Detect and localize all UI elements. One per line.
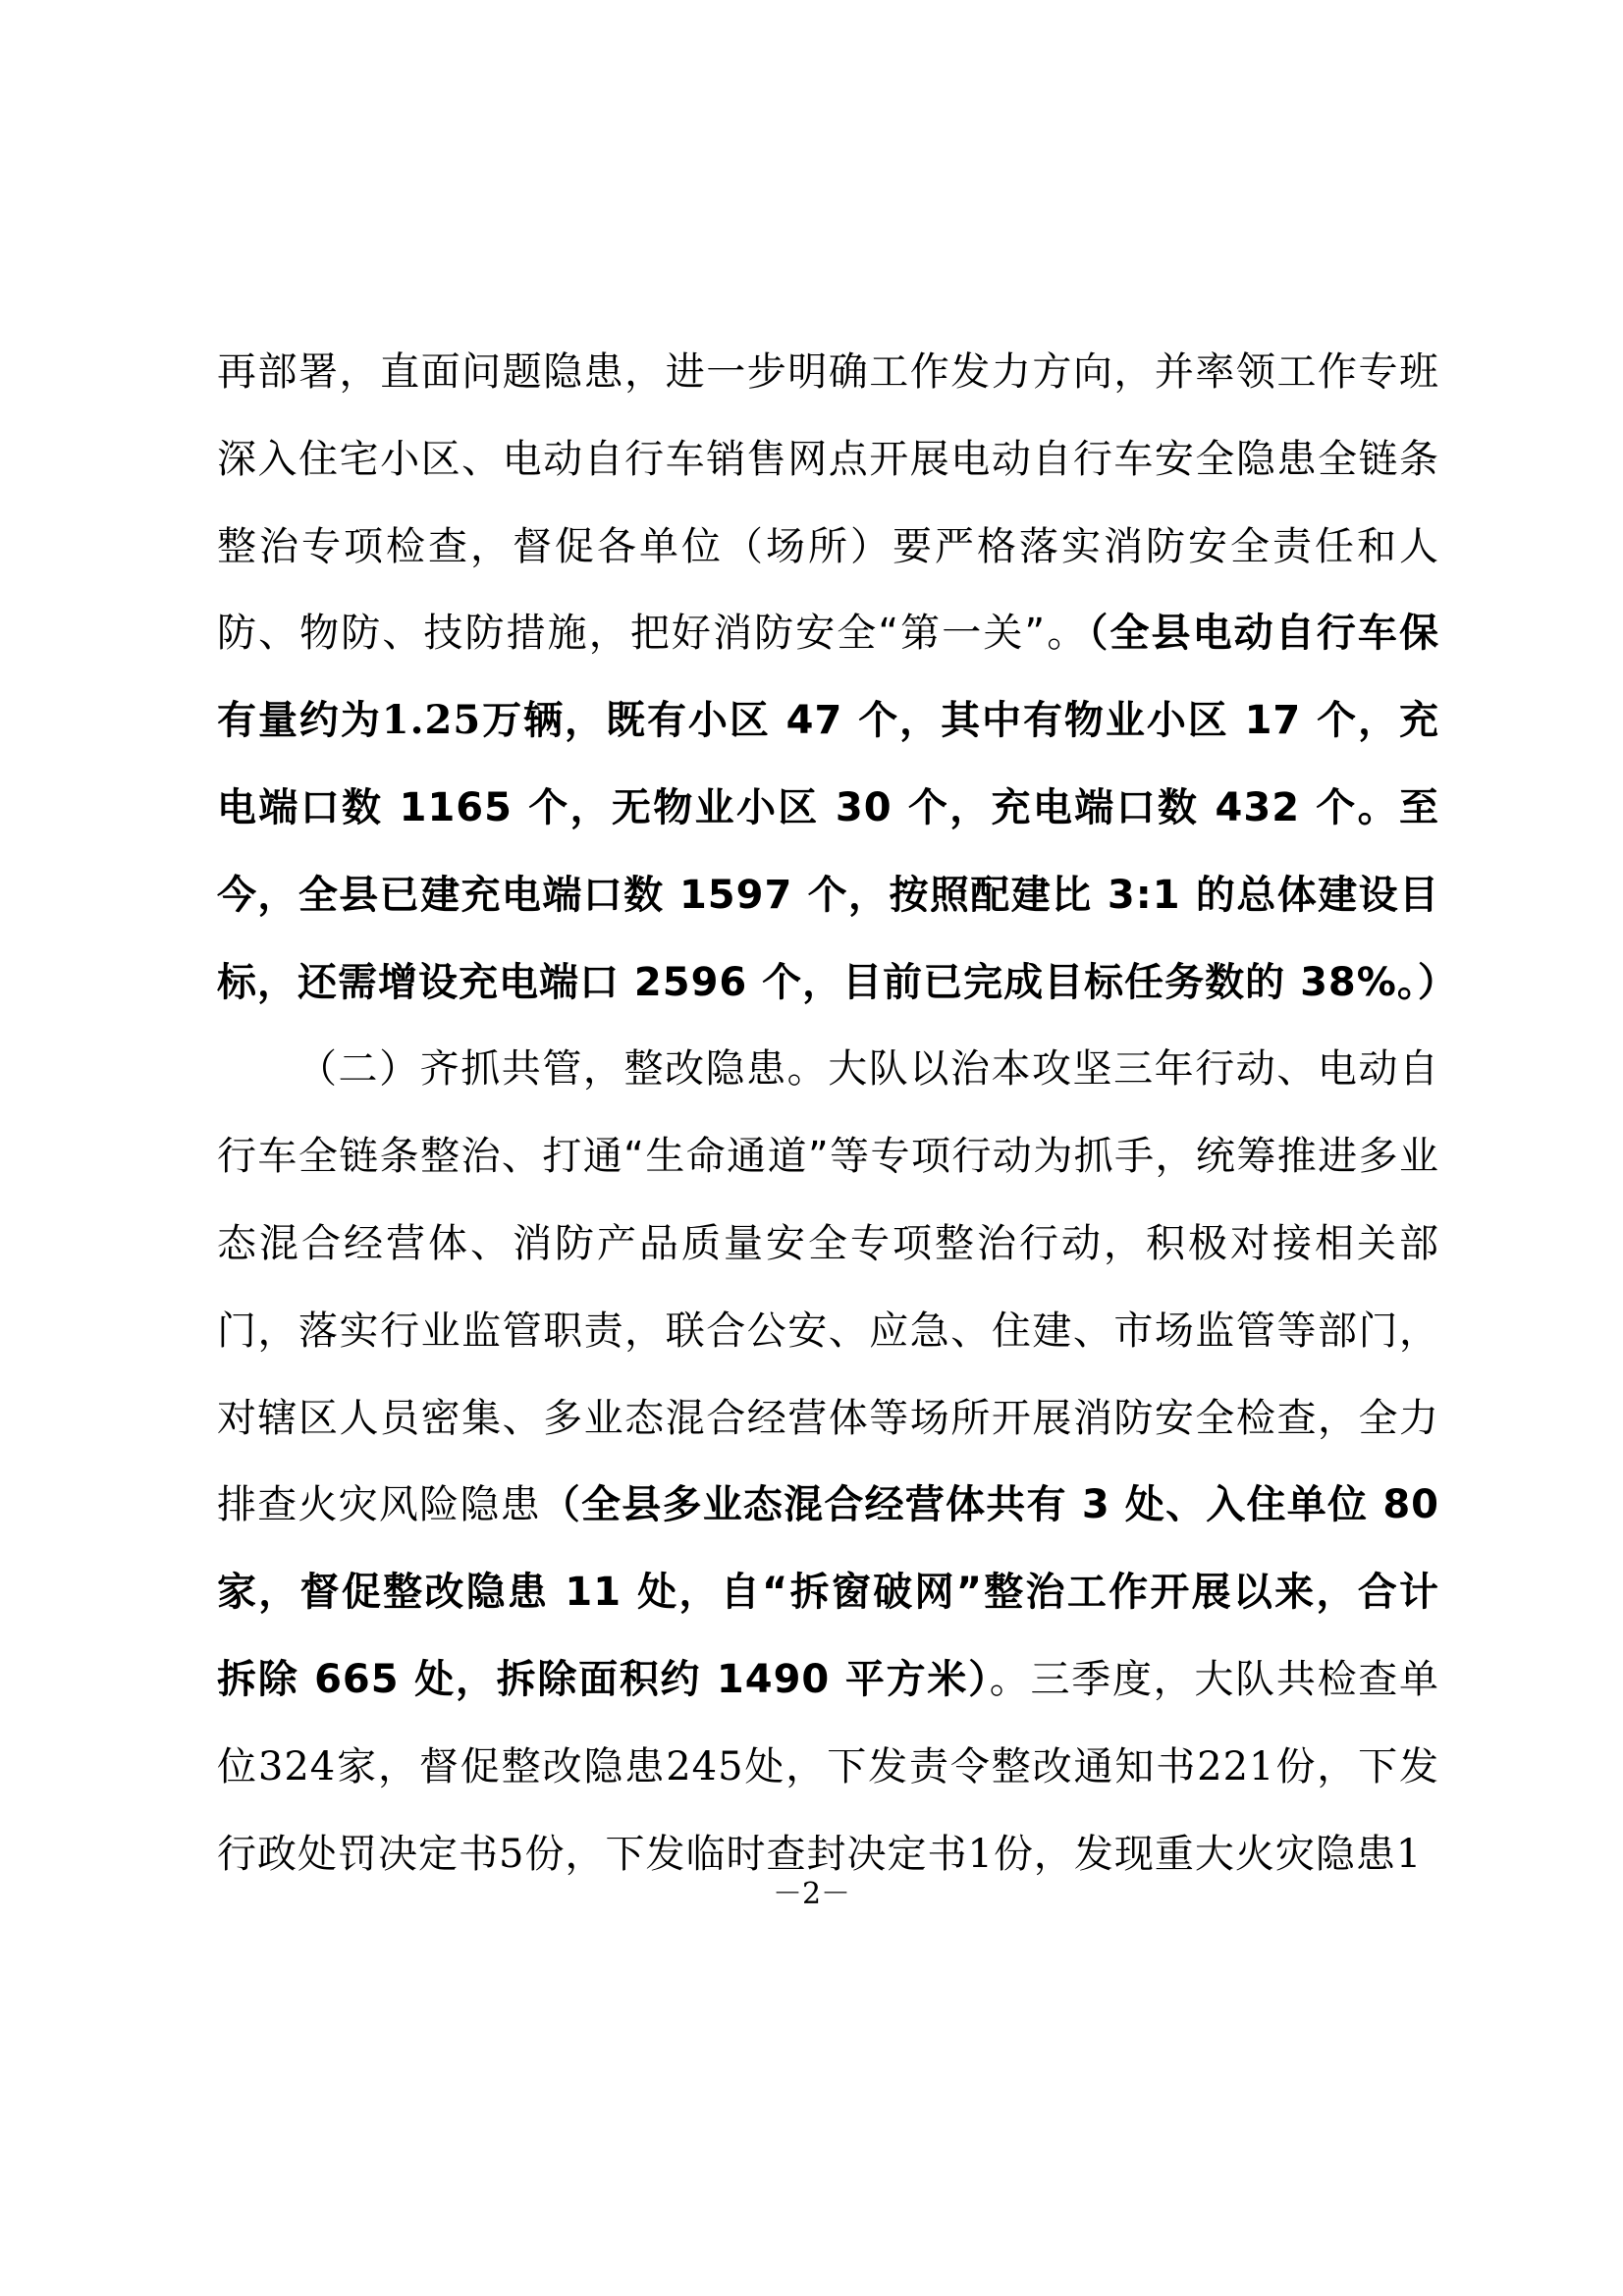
paragraph-1	[217, 329, 1458, 1026]
paragraph-2-text-c: 家，督促整改隐患	[336, 1743, 667, 1789]
paragraph-2-text-d: 处，下发责令整改通知书	[743, 1743, 1198, 1789]
major-hazards-count: 1	[1395, 1831, 1423, 1877]
paragraph-2	[217, 1026, 1439, 1897]
rectified-hazards-count: 245	[666, 1743, 744, 1789]
paragraph-2-text-f: 份，下发临时查封决定书	[524, 1831, 968, 1877]
paragraph-1-bold-note	[217, 611, 1458, 1004]
penalty-decisions-count: 5	[499, 1831, 525, 1877]
inspected-units-count: 324	[257, 1743, 337, 1789]
paragraph-2-text-a: （二）齐抓共管，整改隐患。大队以治本攻坚三年行动、电动自行车全链条整治、打通“生命通道”等专项行动为抓手，统筹推进多业态混合经营体、消防产品质量安全专项整治行动，积极对接相关部门，落实行业监管职责，联合公安、应急、住建、市场监管等部门，对辖区人员密集、多业态混合经营体等场所开展消防安全检查，全力排查火灾风险隐患	[217, 1046, 1439, 1528]
paragraph-2-text-g: 份，发现重大火灾隐患	[993, 1831, 1396, 1877]
seal-decisions-count: 1	[967, 1831, 994, 1877]
paragraph-2-bold-note: （全县多业态混合经营体共有 3 处、入住单位 80 家，督促整改隐患 11 处，自“拆窗破网”整治工作开展以来，合计拆除 665 处，拆除面积约 1490 平方米）	[217, 1482, 1439, 1702]
paragraph-1-bold-number: 1.25	[381, 697, 482, 744]
paragraph-1-bold-text-a: （全县电动自行车保有量约为	[217, 611, 1439, 744]
body-text	[217, 329, 1458, 1897]
paragraph-1-bold-text-b: 万辆，既有小区 47 个，其中有物业小区 17 个，充电端口数 1165 个，无物业小区 30 个，充电端口数 432 个。至今，全县已建充电端口数 1597 个，按照配建比 3:1 的总体建设目标，还需增设充电端口 2596 个，目前已完成目标任务数的 38%。）	[217, 698, 1458, 1005]
paragraph-2-text-e: 份，下发行政处罚决定书	[217, 1743, 1440, 1877]
paragraph-1-text: 再部署，直面问题隐患，进一步明确工作发力方向，并率领工作专班深入住宅小区、电动自行车销售网点开展电动自行车安全隐患全链条整治专项检查，督促各单位（场所）要严格落实消防安全责任和人防、物防、技防措施，把好消防安全“第一关”。	[217, 349, 1439, 657]
rectification-notices-count: 221	[1197, 1743, 1275, 1789]
page-number: －2－	[772, 1877, 851, 1911]
paragraph-2-text-b: 。三季度，大队共检查单位	[217, 1656, 1440, 1789]
